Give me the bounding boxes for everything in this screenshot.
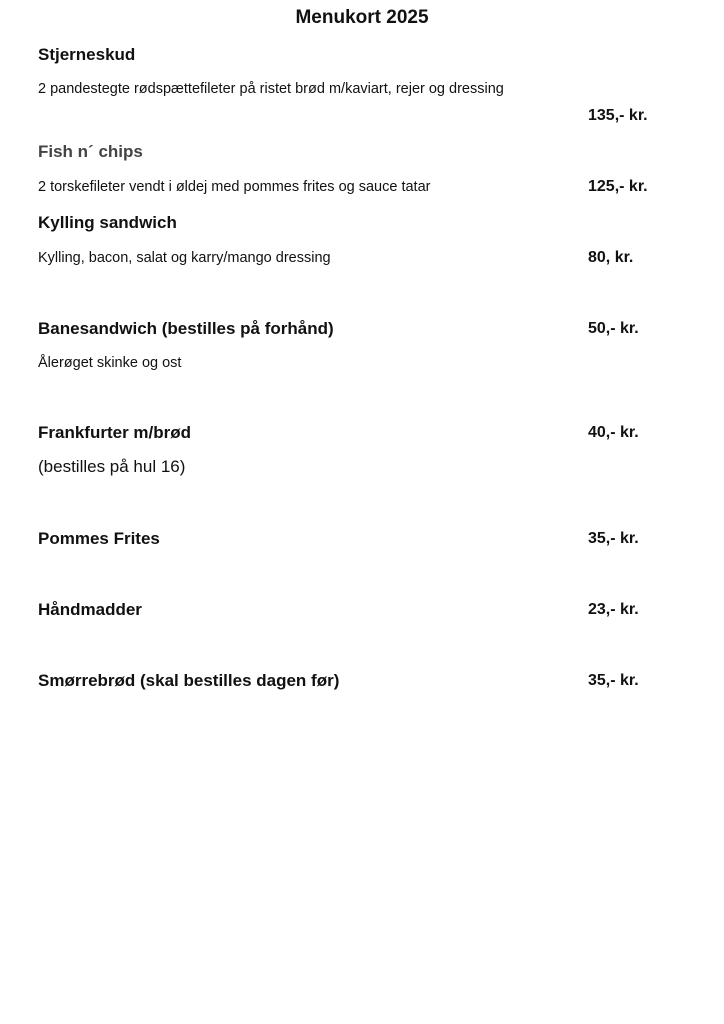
menu-item-description: (bestilles på hul 16) bbox=[38, 457, 186, 476]
menu-item-name: Frankfurter m/brød bbox=[38, 423, 192, 442]
menu-item-name: Stjerneskud bbox=[38, 45, 136, 64]
menu-item-name: Banesandwich (bestilles på forhånd) bbox=[38, 319, 334, 338]
menu-item-name: Smørrebrød (skal bestilles dagen før) bbox=[38, 671, 340, 690]
menu-item-price: 125,- kr. bbox=[588, 178, 648, 195]
menu-item-name: Pommes Frites bbox=[38, 529, 160, 548]
menu-item-price: 35,- kr. bbox=[588, 672, 639, 689]
menu-item-price: 50,- kr. bbox=[588, 320, 639, 337]
menu-item-description: Kylling, bacon, salat og karry/mango dressing bbox=[38, 250, 331, 266]
menu-item-price: 135,- kr. bbox=[588, 107, 648, 124]
menu-item-price: 40,- kr. bbox=[588, 424, 639, 441]
menu-item-name: Fish n´ chips bbox=[38, 142, 143, 161]
menu-item-description: 2 torskefileter vendt i øldej med pommes frites og sauce tatar bbox=[38, 179, 431, 195]
menu-item-description: 2 pandestegte rødspættefileter på ristet brød m/kaviart, rejer og dressing bbox=[38, 81, 504, 97]
menu-item-name: Håndmadder bbox=[38, 600, 142, 619]
menu-item-description: Ålerøget skinke og ost bbox=[38, 355, 182, 371]
page-title: Menukort 2025 bbox=[295, 7, 429, 28]
menu-item-price: 23,- kr. bbox=[588, 601, 639, 618]
menu-item-price: 80, kr. bbox=[588, 249, 634, 266]
menu-item-price: 35,- kr. bbox=[588, 530, 639, 547]
menu-item-name: Kylling sandwich bbox=[38, 213, 177, 232]
